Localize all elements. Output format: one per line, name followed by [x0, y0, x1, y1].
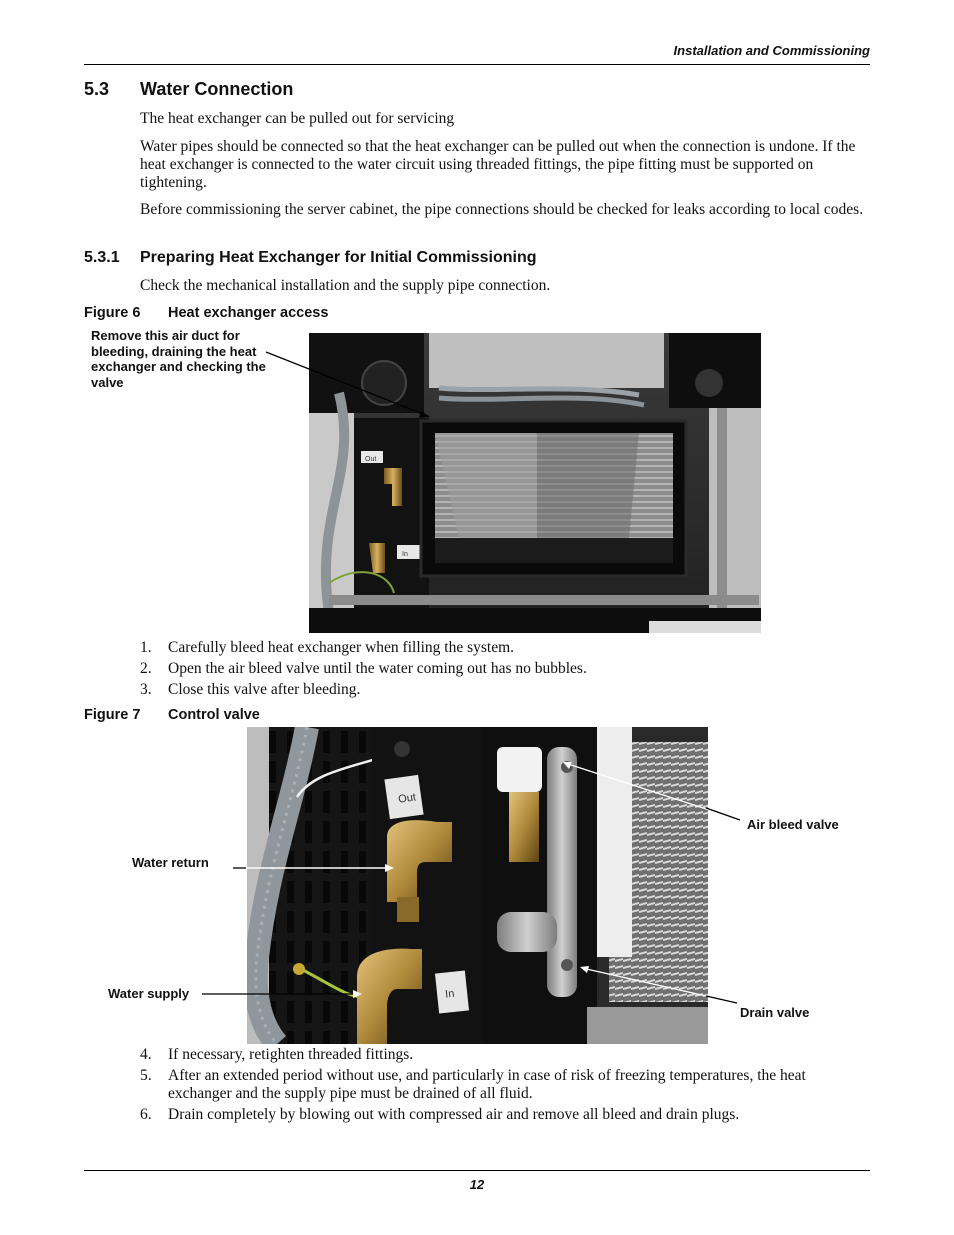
- photo-label-out: Out: [365, 456, 377, 463]
- photo-label-in: In: [402, 551, 408, 558]
- figure-7-label: Figure 7: [84, 707, 141, 723]
- figure-6-title: Heat exchanger access: [168, 305, 329, 321]
- subsection-title: Preparing Heat Exchanger for Initial Commissioning: [140, 249, 537, 266]
- water-return-arrowhead: [385, 864, 394, 872]
- list-item: 5. After an extended period without use, and particularly in case of risk of freezing temperatures, the heat exchanger and the supply pipe must be drained of all fluid.: [140, 1067, 806, 1102]
- list-item: 3. Close this valve after bleeding.: [140, 681, 361, 698]
- running-header: Installation and Commissioning: [673, 43, 870, 58]
- water-return-callout: Water return: [132, 855, 209, 870]
- drain-valve-arrowhead: [580, 966, 589, 973]
- page-number: 12: [469, 1177, 485, 1192]
- air-bleed-valve-callout: Air bleed valve: [747, 817, 839, 832]
- figure-7-title: Control valve: [168, 707, 260, 723]
- subsection-intro: Check the mechanical installation and the supply pipe connection.: [140, 277, 551, 294]
- list-item: 1. Carefully bleed heat exchanger when filling the system.: [140, 639, 515, 656]
- drain-valve-callout: Drain valve: [740, 1005, 810, 1020]
- figure-6-label: Figure 6: [84, 305, 141, 321]
- water-supply-arrowhead: [353, 990, 362, 998]
- paragraph-1: The heat exchanger can be pulled out for servicing: [140, 110, 455, 127]
- paragraph-3: Before commissioning the server cabinet, the pipe connections should be checked for leaks according to local codes.: [140, 201, 864, 218]
- list-item: 6. Drain completely by blowing out with compressed air and remove all bleed and drain plugs.: [140, 1106, 740, 1123]
- section-title: Water Connection: [140, 79, 294, 99]
- photo-label-out: Out: [397, 791, 417, 806]
- figure-6-callout: Remove this air duct for bleeding, draining the heat exchanger and checking the valve: [91, 328, 266, 390]
- subsection-number: 5.3.1: [84, 249, 120, 266]
- air-bleed-leader: [565, 763, 740, 820]
- list-item: 2. Open the air bleed valve until the water coming out has no bubbles.: [140, 660, 587, 677]
- paragraph-2: Water pipes should be connected so that the heat exchanger can be pulled out when the connection is undone. If the heat exchanger is connected to the water circuit using threaded fittings, the pipe fitting must be supported on tightening.: [140, 138, 856, 191]
- steps-list-b: [140, 1046, 872, 1127]
- water-supply-callout: Water supply: [108, 986, 190, 1001]
- footer-rule: [84, 1170, 870, 1171]
- section-number: 5.3: [84, 79, 110, 99]
- list-item: 4. If necessary, retighten threaded fittings.: [140, 1046, 414, 1063]
- photo-label-in: In: [444, 987, 456, 1001]
